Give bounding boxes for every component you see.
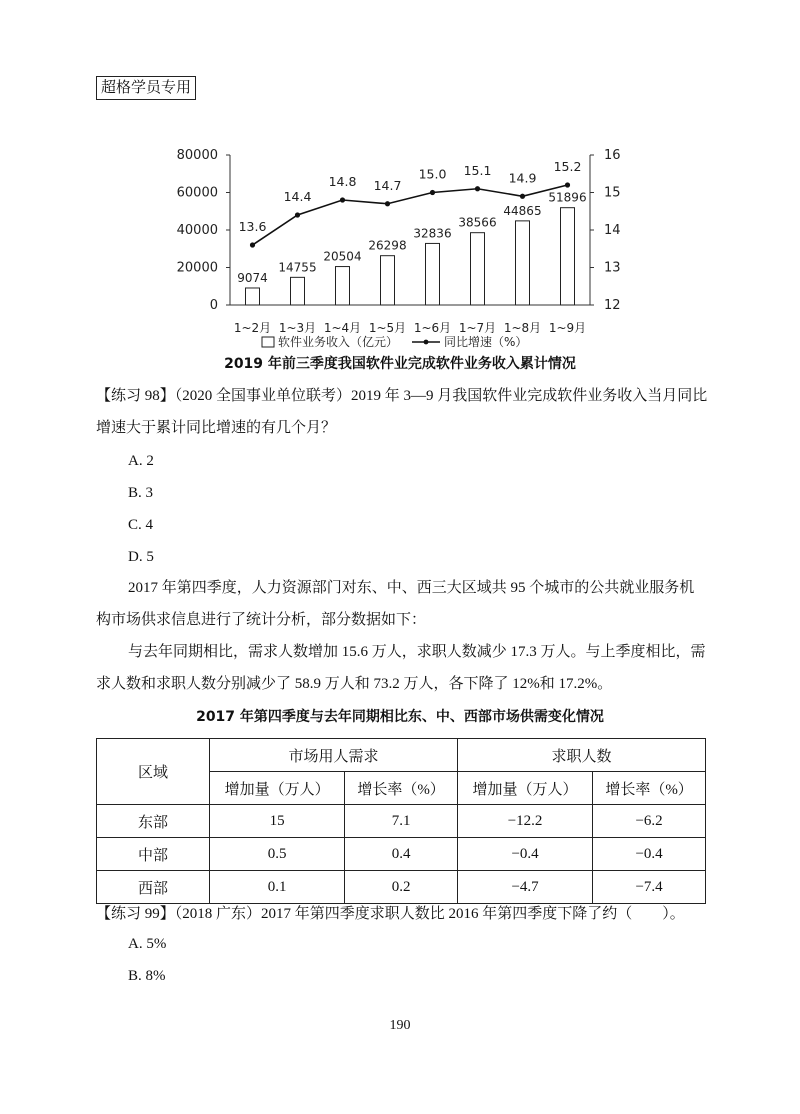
table-cell: 0.2	[345, 871, 458, 904]
table-cell: 7.1	[345, 805, 458, 838]
q99-option-a[interactable]: A. 5%	[128, 936, 167, 952]
table-cell: 15	[210, 805, 345, 838]
table-cell: −12.2	[457, 805, 592, 838]
line-value-label: 14.7	[373, 177, 402, 193]
member-badge: 超格学员专用	[96, 76, 196, 100]
region-cell: 西部	[97, 871, 210, 904]
table-cell: 0.4	[345, 838, 458, 871]
x-tick-label: 1~5月	[368, 321, 407, 335]
table-cell: −4.7	[457, 871, 592, 904]
revenue-bar	[336, 267, 350, 305]
demand-group-header: 市场用人需求	[210, 739, 458, 772]
legend-line-marker	[424, 340, 429, 345]
region-cell: 东部	[97, 805, 210, 838]
line-value-label: 15.2	[553, 159, 582, 174]
supply-demand-table	[96, 738, 706, 904]
revenue-bar	[426, 243, 440, 305]
revenue-bar	[291, 277, 305, 305]
seekers-group-header: 求职人数	[457, 739, 705, 772]
table-cell: −0.4	[457, 838, 592, 871]
revenue-bar	[561, 208, 575, 305]
question-98-text: 【练习 98】（2020 全国事业单位联考）2019 年 3—9 月我国软件业完成软件业务收入当月同比增速大于累计同比增速的有几个月？	[96, 388, 708, 436]
chart-title: 2019 年前三季度我国软件业完成软件业务收入累计情况	[224, 356, 576, 372]
legend-line-label: 同比增速（%）	[444, 335, 528, 349]
revenue-bar	[516, 221, 530, 305]
region-header: 区域	[97, 739, 210, 805]
x-tick-label: 1~4月	[323, 321, 362, 335]
legend-bar-swatch	[262, 337, 274, 347]
legend-bar-label: 软件业务收入（亿元）	[278, 335, 399, 349]
revenue-growth-chart	[0, 140, 800, 350]
growth-rate-point	[250, 242, 255, 247]
table-cell: −0.4	[593, 838, 706, 871]
left-tick-label: 80000	[176, 148, 218, 163]
right-tick-label: 13	[604, 260, 621, 276]
table-row	[97, 805, 706, 838]
passage-paragraph-1: 2017 年第四季度，人力资源部门对东、中、西三大区域共 95 个城市的公共就业服务机构市场供求信息进行了统计分析，部分数据如下：	[96, 580, 695, 628]
table-cell: −6.2	[593, 805, 706, 838]
line-value-label: 13.6	[238, 219, 267, 234]
growth-rate-point	[340, 197, 345, 202]
x-tick-label: 1~6月	[413, 321, 452, 335]
table-cell: −7.4	[593, 871, 706, 904]
growth-rate-point	[295, 212, 300, 217]
sub-header: 增长率（%）	[593, 772, 706, 805]
growth-rate-point	[565, 182, 570, 187]
left-tick-label: 0	[209, 298, 218, 313]
page-number: 190	[389, 1018, 411, 1033]
growth-rate-point	[385, 201, 390, 206]
q98-option-d[interactable]: D. 5	[128, 549, 154, 565]
q98-option-b[interactable]: B. 3	[128, 485, 154, 501]
region-cell: 中部	[97, 838, 210, 871]
growth-rate-point	[520, 194, 525, 199]
right-tick-label: 16	[604, 148, 621, 163]
line-value-label: 14.4	[283, 189, 312, 204]
line-value-label: 14.8	[328, 174, 357, 189]
left-tick-label: 60000	[176, 185, 218, 201]
q99-option-b[interactable]: B. 8%	[128, 968, 166, 984]
table-cell: 0.5	[210, 838, 345, 871]
bar-value-label: 9074	[237, 270, 268, 285]
x-tick-label: 1~2月	[233, 321, 272, 335]
line-value-label: 15.1	[463, 162, 492, 178]
growth-rate-point	[475, 186, 480, 191]
x-tick-label: 1~9月	[548, 321, 587, 335]
revenue-bar	[471, 233, 485, 305]
bar-value-label: 32836	[413, 226, 452, 241]
sub-header: 增加量（万人）	[457, 772, 592, 805]
question-99-text: 【练习 99】（2018 广东）2017 年第四季度求职人数比 2016 年第四季度下降了约（ ）。	[96, 906, 685, 922]
q98-option-c[interactable]: C. 4	[128, 517, 154, 533]
bar-value-label: 51896	[548, 190, 587, 205]
right-tick-label: 12	[604, 298, 621, 313]
bar-value-label: 44865	[503, 203, 542, 218]
table-title: 2017 年第四季度与去年同期相比东、中、西部市场供需变化情况	[196, 709, 604, 725]
passage-paragraph-2: 与去年同期相比，需求人数增加 15.6 万人，求职人数减少 17.3 万人。与上季度相比，需求人数和求职人数分别减少了 58.9 万人和 73.2 万人，各下降了 12%和 17.2%。	[96, 644, 706, 692]
table-row	[97, 838, 706, 871]
revenue-bar	[246, 288, 260, 305]
q98-option-a[interactable]: A. 2	[128, 453, 154, 469]
bar-value-label: 26298	[368, 238, 407, 253]
sub-header: 增加量（万人）	[210, 772, 345, 805]
revenue-bar	[381, 256, 395, 305]
x-tick-label: 1~8月	[503, 321, 542, 335]
x-tick-label: 1~3月	[278, 321, 317, 335]
bar-value-label: 20504	[323, 249, 362, 264]
right-tick-label: 14	[604, 223, 621, 238]
line-value-label: 14.9	[508, 170, 537, 186]
bar-value-label: 14755	[278, 260, 317, 275]
growth-rate-point	[430, 190, 435, 195]
x-tick-label: 1~7月	[458, 321, 497, 335]
left-tick-label: 20000	[176, 260, 218, 276]
right-tick-label: 15	[604, 185, 621, 201]
left-tick-label: 40000	[176, 223, 218, 238]
table-cell: 0.1	[210, 871, 345, 904]
sub-header: 增长率（%）	[345, 772, 458, 805]
line-value-label: 15.0	[418, 166, 447, 182]
bar-value-label: 38566	[458, 215, 497, 230]
